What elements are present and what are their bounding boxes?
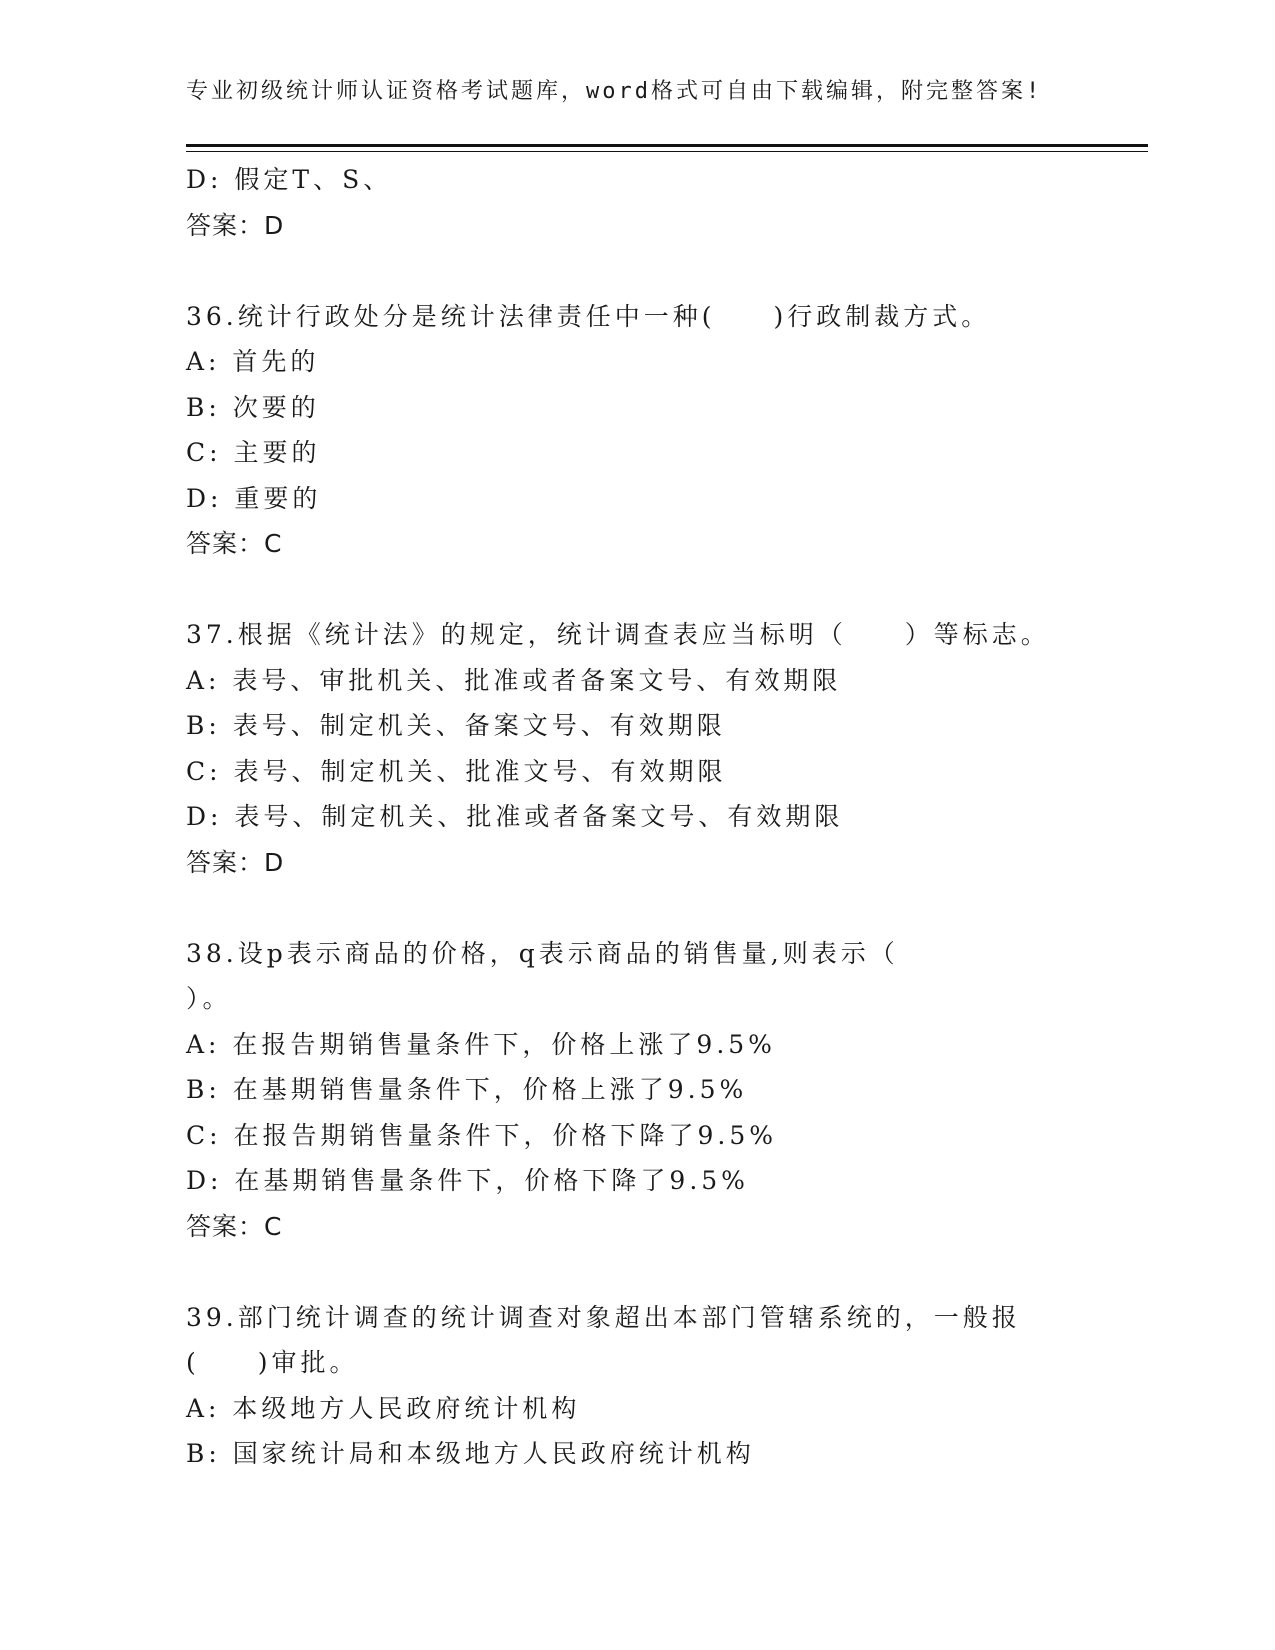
question-38-answer: 答案：C (186, 1211, 283, 1241)
question-38-option-a: A: 在报告期销售量条件下，价格上涨了9.5% (186, 1029, 776, 1059)
question-36-stem: 36.统计行政处分是统计法律责任中一种( )行政制裁方式。 (186, 301, 991, 331)
question-38-option-c: C: 在报告期销售量条件下，价格下降了9.5% (186, 1120, 778, 1150)
spacer (186, 567, 1146, 613)
page-header: 专业初级统计师认证资格考试题库，word格式可自由下载编辑，附完整答案! (186, 79, 1043, 104)
question-36-option-b: B: 次要的 (186, 392, 320, 422)
spacer (186, 885, 1146, 931)
question-37-stem: 37.根据《统计法》的规定，统计调查表应当标明（ ）等标志。 (186, 620, 1050, 649)
question-39-option-b: B: 国家统计局和本级地方人民政府统计机构 (186, 1439, 755, 1468)
question-38-option-d: D: 在基期销售量条件下，价格下降了9.5% (186, 1166, 749, 1195)
question-36-option-d: D: 重要的 (186, 483, 322, 513)
question-38-stem: 38.设p表示商品的价格，q表示商品的销售量,则表示（ (186, 938, 899, 968)
question-39-stem: 39.部门统计调查的统计调查对象超出本部门管辖系统的，一般报 (186, 1302, 1021, 1332)
question-37-option-d: D: 表号、制定机关、批准或者备案文号、有效期限 (186, 802, 844, 831)
prev-option-d: D: 假定T、S、 (186, 165, 393, 194)
header-rule-thick (186, 144, 1148, 147)
question-37-answer: 答案：D (186, 847, 285, 877)
question-38-stem-cont: ）。 (186, 984, 232, 1013)
question-39-stem-cont: ( )审批。 (186, 1348, 359, 1377)
question-37-option-c: C: 表号、制定机关、批准文号、有效期限 (186, 756, 727, 786)
prev-answer: 答案：D (186, 210, 285, 240)
question-37-option-a: A: 表号、审批机关、批准或者备案文号、有效期限 (186, 665, 842, 695)
question-36-option-c: C: 主要的 (186, 438, 321, 467)
question-39-option-a: A: 本级地方人民政府统计机构 (186, 1393, 581, 1423)
question-36-answer: 答案：C (186, 529, 283, 558)
question-38-option-b: B: 在基期销售量条件下，价格上涨了9.5% (186, 1075, 748, 1104)
question-content (186, 157, 1146, 1477)
question-37-option-b: B: 表号、制定机关、备案文号、有效期限 (186, 711, 726, 740)
spacer (186, 248, 1146, 294)
header-rule-thin (186, 151, 1148, 152)
spacer (186, 1249, 1146, 1295)
question-36-option-a: A: 首先的 (186, 347, 320, 376)
